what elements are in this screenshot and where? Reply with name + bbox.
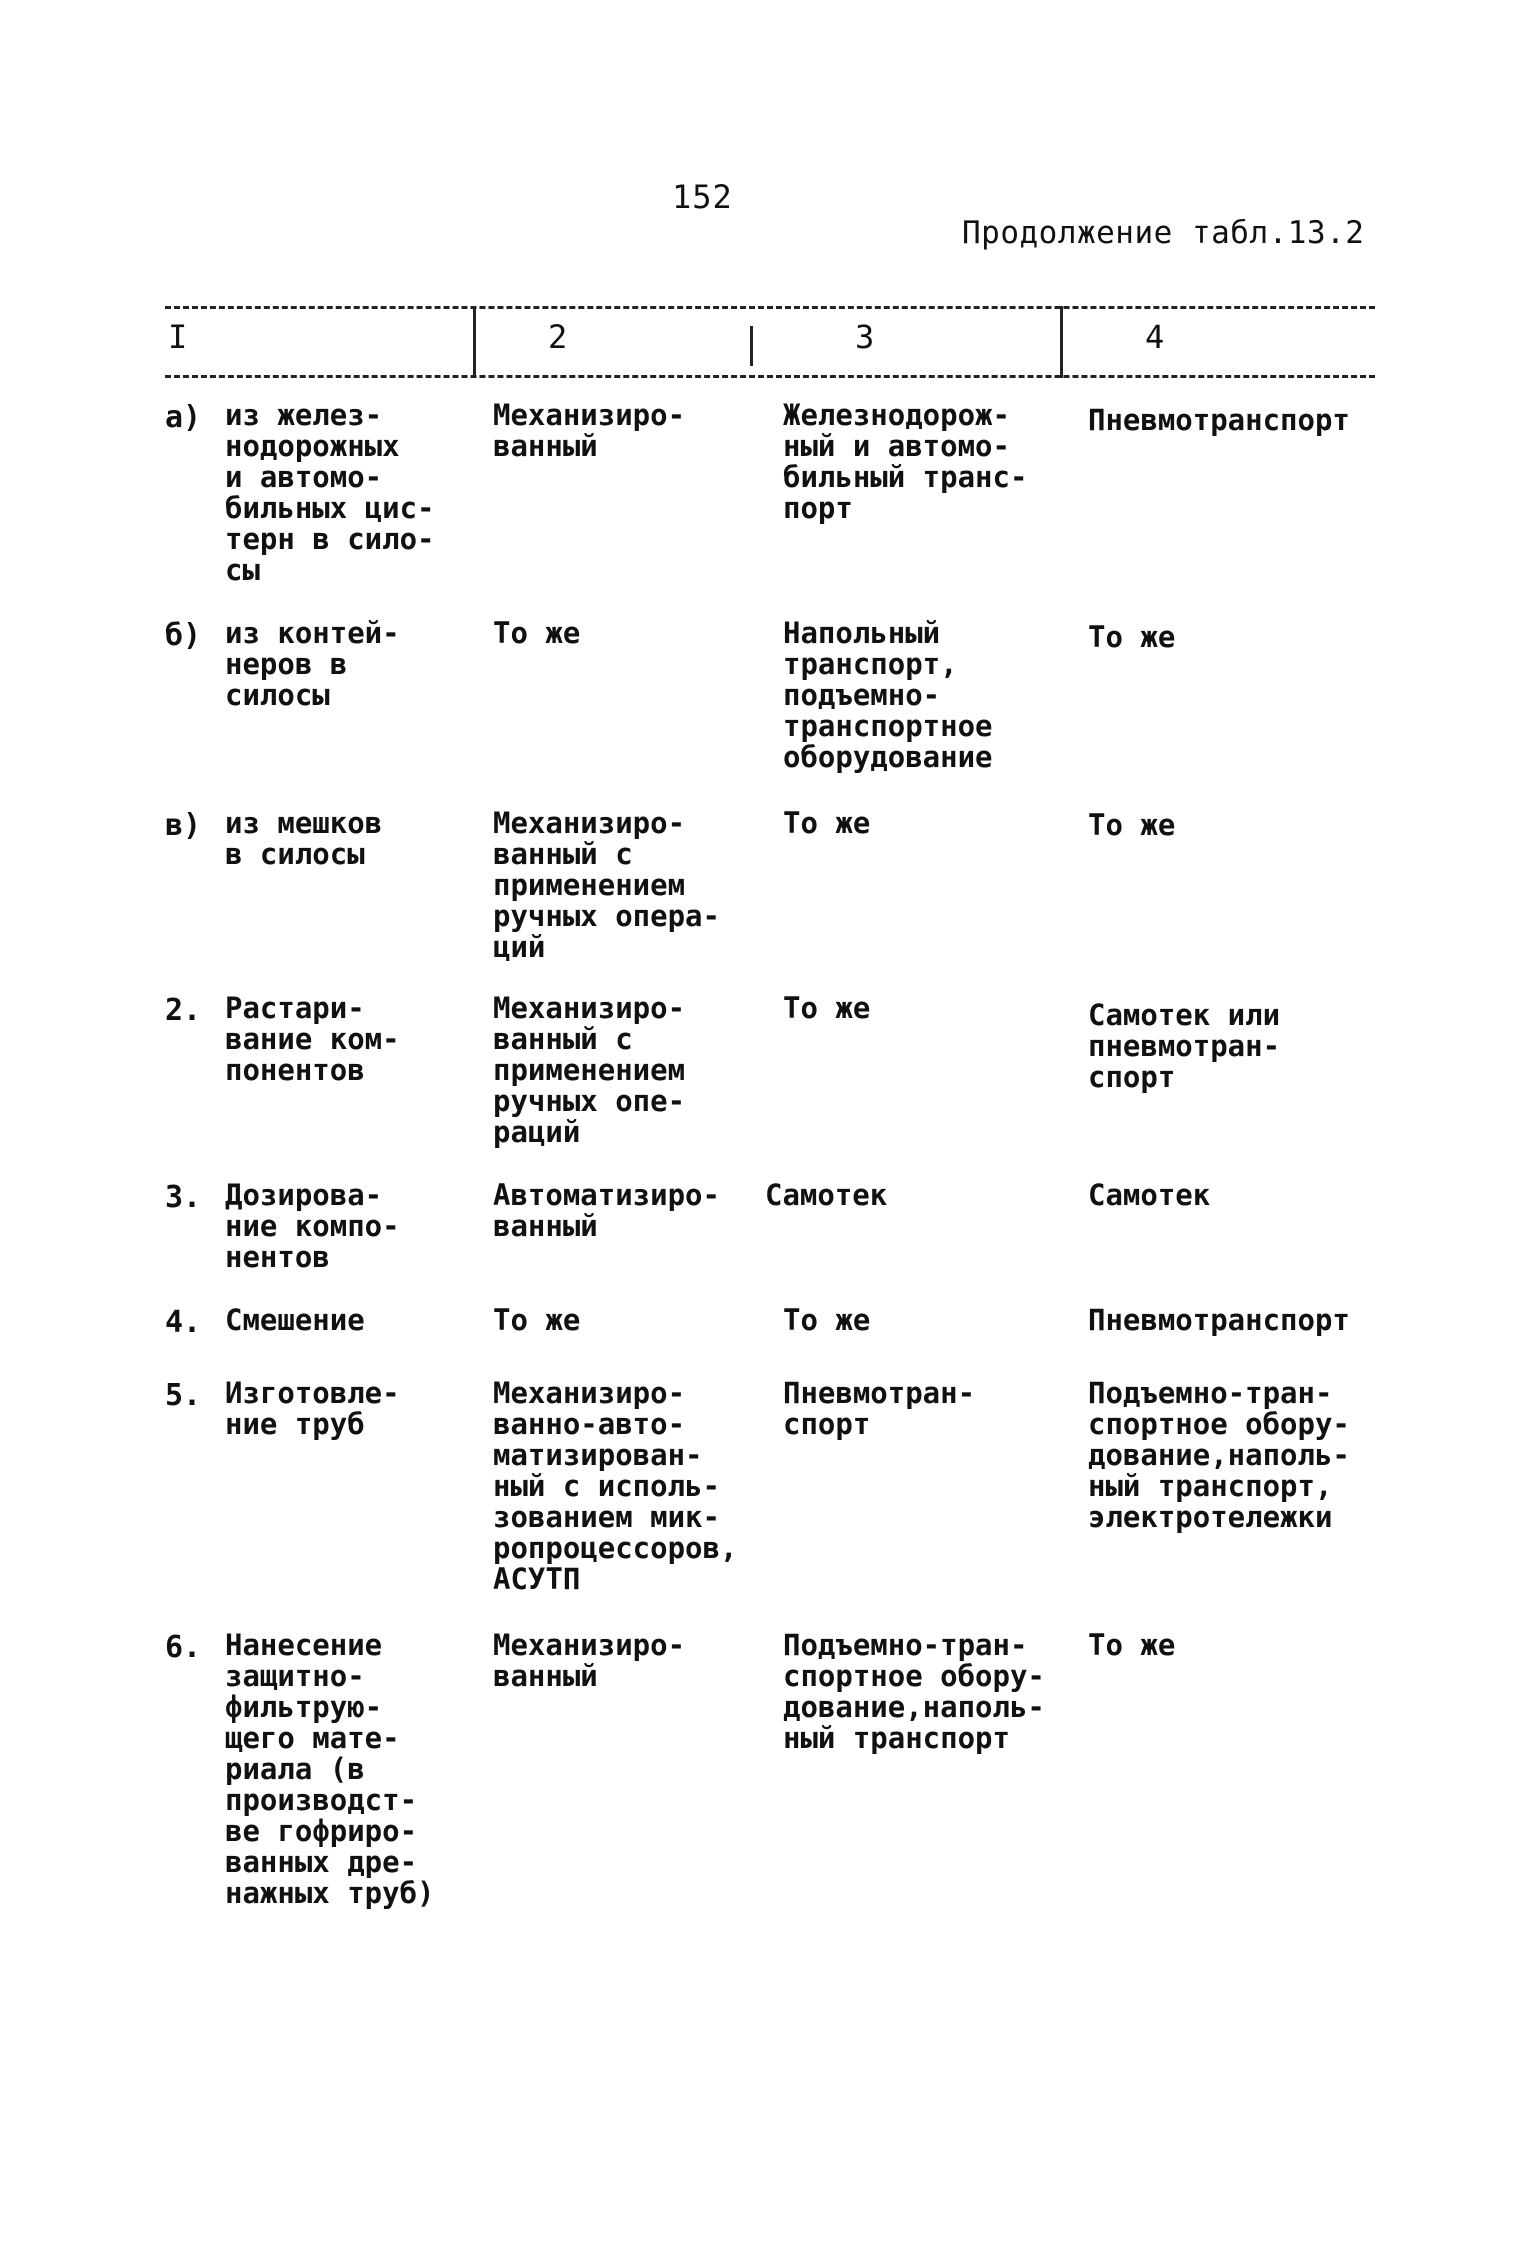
table-cell: Растари- вание ком- понентов — [225, 991, 400, 1087]
table-cell: Самотек или пневмотран- спорт — [1088, 998, 1281, 1094]
table-cell: Подъемно-тран- спортное обору- дование,наполь- ный транспорт — [783, 1628, 1045, 1755]
row-marker: 2. — [165, 993, 202, 1028]
table-cell: Пневмотранспорт — [1088, 403, 1350, 437]
table-cell: Самотек — [765, 1178, 888, 1212]
table-cell: Пневмотран- спорт — [783, 1376, 976, 1441]
table-cell: Дозирова- ние компо- нентов — [225, 1178, 400, 1274]
page-number: 152 — [672, 178, 733, 216]
table-cell: Напольный транспорт, подъемно- транспортное оборудование — [783, 616, 993, 774]
table-cell: То же — [783, 806, 871, 840]
continuation-title: Продолжение табл.13.2 — [962, 215, 1365, 251]
table-cell: из контей- неров в силосы — [225, 616, 400, 712]
header-col-1: I — [168, 318, 188, 356]
table-cell: Самотек — [1088, 1178, 1211, 1212]
table-cell: То же — [1088, 808, 1176, 842]
row-marker: в) — [165, 808, 202, 843]
table-cell: Автоматизиро- ванный — [493, 1178, 720, 1243]
row-marker: а) — [165, 400, 202, 435]
table-cell: Смешение — [225, 1303, 365, 1337]
table-cell: Подъемно-тран- спортное обору- дование,наполь- ный транспорт, электротележки — [1088, 1376, 1350, 1534]
table-cell: То же — [1088, 1628, 1176, 1662]
row-marker: б) — [165, 618, 202, 653]
table-cell: Пневмотранспорт — [1088, 1303, 1350, 1337]
column-separator — [473, 306, 476, 378]
table-cell: То же — [1088, 620, 1176, 654]
table-cell: Механизиро- ванный — [493, 1628, 686, 1693]
table-cell: То же — [783, 1303, 871, 1337]
table-cell: из мешков в силосы — [225, 806, 383, 871]
table-cell: Механизиро- ванно-авто- матизирован- ный с исполь- зованием мик- ропроцессоров, АСУТП — [493, 1376, 738, 1596]
header-col-2: 2 — [548, 318, 568, 356]
table-header-rule — [165, 375, 1375, 378]
header-col-4: 4 — [1145, 318, 1165, 356]
table-cell: Механизиро- ванный — [493, 398, 686, 463]
row-marker: 6. — [165, 1630, 202, 1665]
table-cell: из желез- нодорожных и автомо- бильных цис- терн в сило- сы — [225, 398, 435, 587]
row-marker: 3. — [165, 1180, 202, 1215]
table-cell: Нанесение защитно- фильтрую- щего мате- риала (в производст- ве гофриро- ванных дре- нажных труб) — [225, 1628, 435, 1910]
table-cell: Железнодорож- ный и автомо- бильный транс- порт — [783, 398, 1028, 525]
table-cell: Механизиро- ванный с применением ручных опе- раций — [493, 991, 686, 1149]
row-marker: 4. — [165, 1305, 202, 1340]
table-cell: То же — [783, 991, 871, 1025]
table-cell: Изготовле- ние труб — [225, 1376, 400, 1441]
table-cell: То же — [493, 1303, 581, 1337]
header-col-3: 3 — [855, 318, 875, 356]
column-separator — [750, 326, 753, 366]
table-cell: То же — [493, 616, 581, 650]
table-top-rule — [165, 306, 1375, 309]
column-separator — [1060, 306, 1063, 378]
row-marker: 5. — [165, 1378, 202, 1413]
table-cell: Механизиро- ванный с применением ручных опера- ций — [493, 806, 720, 964]
